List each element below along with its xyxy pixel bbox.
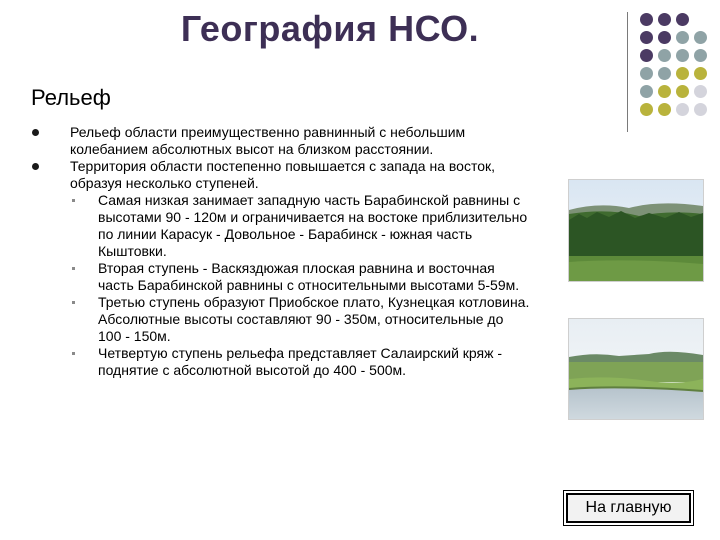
decorative-dot	[658, 85, 671, 98]
landscape-photo-river	[568, 318, 704, 420]
decorative-dot	[640, 49, 653, 62]
bullet-dot-icon	[32, 129, 39, 136]
decorative-dot	[658, 13, 671, 26]
decorative-dot	[676, 67, 689, 80]
decorative-dot	[676, 103, 689, 116]
decorative-dot	[640, 85, 653, 98]
list-item	[30, 124, 530, 158]
decorative-dot	[640, 31, 653, 44]
decorative-dot	[658, 31, 671, 44]
slide-title: География НСО.	[180, 8, 480, 49]
decorative-dot	[694, 85, 707, 98]
decorative-dot	[658, 49, 671, 62]
bullet-square-icon	[72, 199, 75, 202]
decorative-dot	[640, 67, 653, 80]
sub-list-item	[30, 192, 530, 260]
sub-list-item	[30, 345, 530, 379]
decorative-dot	[694, 49, 707, 62]
decorative-dot	[640, 103, 653, 116]
bullet-dot-icon	[32, 163, 39, 170]
list-item	[30, 158, 530, 192]
decorative-dot	[676, 31, 689, 44]
decorative-dot	[658, 103, 671, 116]
home-button[interactable]: На главную	[566, 493, 691, 523]
slide-body	[30, 124, 530, 379]
decorative-dot	[676, 49, 689, 62]
decorative-dot	[694, 103, 707, 116]
sub-bullet-text: Четвертую ступень рельефа представляет Салаирский кряж - поднятие с абсолютной высотой до 400 - 500м.	[98, 345, 503, 378]
bullet-text: Территория области постепенно повышается с запада на восток, образуя несколько ступеней.	[70, 158, 495, 191]
bullet-square-icon	[72, 301, 75, 304]
decorative-dot	[658, 67, 671, 80]
bullet-text: Рельеф области преимущественно равнинный с небольшим колебанием абсолютных высот на близком расстоянии.	[70, 124, 466, 157]
bullet-square-icon	[72, 352, 75, 355]
sub-bullet-text: Вторая ступень - Васкяздюжая плоская равнина и восточная часть Барабинской равнины с относительными высотами 5-59м.	[98, 260, 520, 293]
decorative-dot	[694, 31, 707, 44]
decorative-dot	[640, 13, 653, 26]
decorative-dot	[676, 13, 689, 26]
sub-list-item	[30, 260, 530, 294]
decorative-dot	[676, 85, 689, 98]
bullet-square-icon	[72, 267, 75, 270]
section-heading: Рельеф	[31, 85, 111, 110]
decorative-divider	[627, 12, 628, 132]
decorative-dot-grid	[640, 13, 720, 123]
sub-bullet-text: Третью ступень образуют Приобское плато, Кузнецкая котловина. Абсолютные высоты составляют 90 - 350м, относительные до 100 - 150м.	[98, 294, 530, 344]
decorative-dot	[694, 67, 707, 80]
sub-bullet-text: Самая низкая занимает западную часть Барабинской равнины с высотами 90 - 120м и ограничивается на востоке приблизительно по линии Карасук - Довольное - Барабинск - южная часть Кыштовки.	[98, 192, 528, 259]
sub-list-item	[30, 294, 530, 345]
landscape-photo-forest	[568, 179, 704, 282]
